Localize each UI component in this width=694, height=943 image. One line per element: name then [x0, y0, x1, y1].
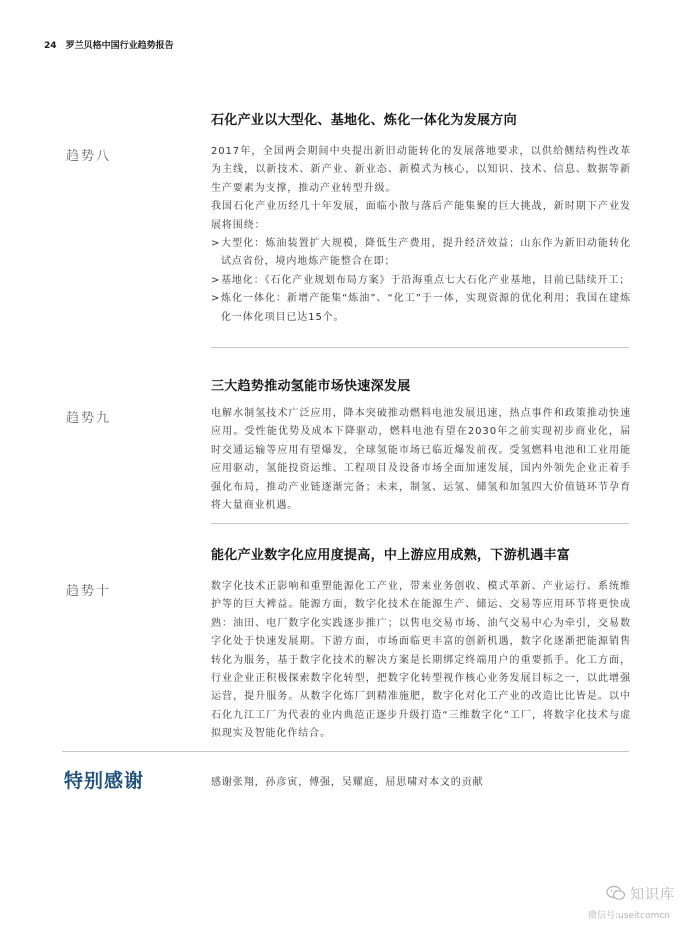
special-thanks-text: 感谢张翔，孙彦寅，傅强，吴耀庭，屈思啸对本文的贡献 — [211, 777, 484, 788]
paragraph: 2017年，全国两会期间中央提出新旧动能转化的发展落地要求，以供给侧结构性改革为主线，以新技术、新产业、新业态、新模式为核心，以知识、技术、信息、数据等新生产要素为支撑，推动产业转型升级。 — [211, 146, 631, 194]
section-title: 能化产业数字化应用度提高，中上游应用成熟，下游机遇丰富 — [211, 548, 571, 563]
section-body — [211, 143, 631, 327]
paragraph: 数字化技术正影响和重塑能源化工产业，带来业务创收、模式革新、产业运行、系统维护等的巨大裨益。能源方面，数字化技术在能源生产、储运、交易等应用环节将更快成熟：油田、电厂数字化实践逐步推广；以售电交易市场、油气交易中心为牵引，交易数字化处于快速发展期。下游方面，市场面临更丰富的创新机遇，数字化逐渐把能源销售转化为服务，基于数字化技术的解决方案是长期绑定终端用户的重要抓手。化工方面，行业企业正积极探索数字化转型，把数字化转型视作核心业务发展目标之一，以此增强运营，提升服务。从数字化炼厂到精准施肥，数字化对化工产业的改造比比皆是。以中石化九江工厂为代表的业内典范正逐步升级打造“三维数字化”工厂，将数字化技术与虚拟现实及智能化作结合。 — [211, 581, 631, 740]
section-title: 三大趋势推动氢能市场快速深发展 — [211, 379, 411, 394]
paragraph: 我国石化产业历经几十年发展，面临小散与落后产能集聚的巨大挑战，新时期下产业发展将围绕： — [211, 201, 631, 231]
section-title: 石化产业以大型化、基地化、炼化一体化为发展方向 — [211, 113, 517, 128]
bullet-marker-icon: > — [211, 238, 221, 250]
paragraph: 电解水制氢技术广泛应用，降本突破推动燃料电池发展迅速，热点事件和政策推动快速应用。受性能优势及成本下降驱动，燃料电池有望在2030年之前实现初步商业化，届时交通运输等应用有望爆发，全球氢能市场已临近爆发前夜。受氢燃料电池和工业用能应用驱动，氢能投资运维、工程项目及设备市场全面加速发展，国内外领先企业正着手强化布局，推动产业链逐渐完备；未来，制氢、运氢、储氢和加氢四大价值链环节孕育将大量商业机遇。 — [211, 408, 631, 512]
trend-label: 趋势九 — [66, 411, 112, 426]
watermark-name: 知识库 — [630, 887, 675, 903]
trend-label: 趋势八 — [66, 149, 112, 164]
divider — [62, 751, 629, 752]
bullet-marker-icon: > — [211, 293, 221, 305]
section-body — [211, 405, 631, 515]
bullet-marker-icon: > — [211, 274, 221, 286]
special-thanks-heading: 特别感谢 — [64, 770, 145, 792]
divider — [211, 523, 629, 524]
watermark-account: 微信号:useitcomcn — [588, 911, 670, 921]
list-item: > 基地化：《石化产业规划布局方案》于沿海重点七大石化产业基地，目前已陆续开工； — [211, 272, 631, 290]
wechat-icon — [606, 885, 626, 901]
page-number: 24 — [44, 41, 57, 51]
section-body — [211, 578, 631, 744]
trend-label: 趋势十 — [66, 584, 112, 599]
divider — [211, 347, 629, 348]
report-title: 罗兰贝格中国行业趋势报告 — [65, 41, 174, 51]
list-item: > 大型化：炼油装置扩大规模，降低生产费用，提升经济效益；山东作为新旧动能转化试点省份，境内地炼产能整合在即； — [211, 235, 631, 272]
page-header — [44, 38, 174, 51]
list-item: > 炼化一体化：新增产能集“炼油”、“化工”于一体，实现资源的优化利用；我国在建炼化一体化项目已达15个。 — [211, 290, 631, 327]
